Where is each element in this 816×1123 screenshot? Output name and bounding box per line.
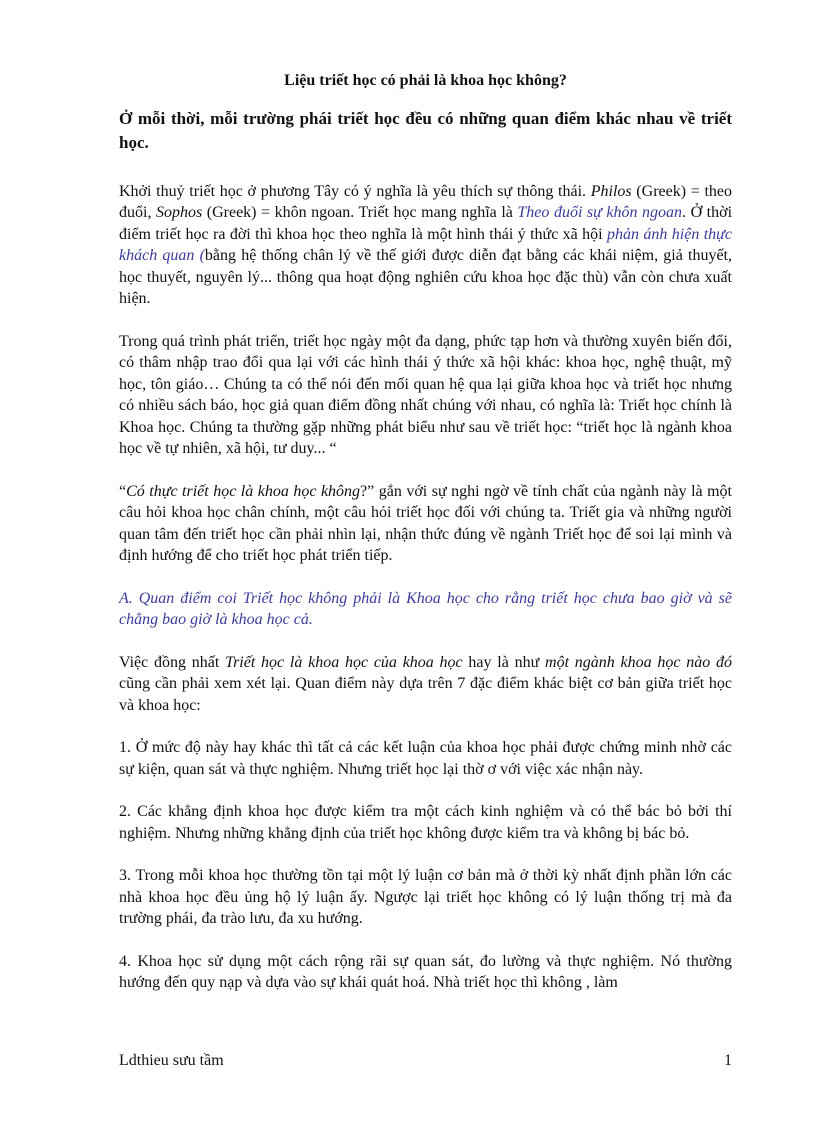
text-span: . Ở thời điểm triết học ra đời thì khoa học theo nghĩa là một hình thái ý thức xã hội: [119, 204, 733, 243]
paragraph-origin: [119, 181, 732, 310]
page-footer: [119, 1052, 732, 1070]
point-2: 2. Các khẳng định khoa học được kiểm tra một cách kinh nghiệm và có thể bác bỏ bởi thí nghiệm. Nhưng những khẳng định của triết học không được kiểm tra và không bị bác bỏ.: [119, 803, 732, 842]
link-phan-anh[interactable]: phản ánh hiện thực khách quan (: [119, 225, 732, 264]
italic-phrase-2: một ngành khoa học nào đó: [545, 653, 733, 671]
text-span: hay là như: [462, 653, 546, 671]
paragraph-development: Trong quá trình phát triển, triết học ngày một đa dạng, phức tạp hơn và thường xuyên biến đổi, có thâm nhập trao đổi qua lại với các hình thái ý thức xã hội khác: khoa học, nghệ thuật, mỹ học, tôn giáo… Chúng ta có thể nói đến mối quan hệ qua lại giữa khoa học và triết học nhưng có nhiều sách báo, học giả quan điểm đồng nhất chúng với nhau, có nghĩa là: Triết học chính là Khoa học. Chúng ta thường gặp những phát biểu như sau về triết học: “triết học là ngành khoa học về tự nhiên, xã hội, tư duy... “: [119, 332, 732, 457]
text-span: Khởi thuỷ triết học ở phương Tây có ý nghĩa là yêu thích sự thông thái.: [119, 182, 591, 200]
italic-phrase-1: Triết học là khoa học của khoa học: [225, 653, 463, 671]
point-3: 3. Trong mỗi khoa học thường tồn tại một lý luận cơ bản mà ở thời kỳ nhất định phần lớn các nhà khoa học đều ủng hộ lý luận ấy. Ngược lại triết học không có lý luận thống trị mà đa trường phái, đa trào lưu, đa xu hướng.: [119, 867, 732, 927]
paragraph-question: [119, 481, 732, 567]
philos-term: Philos: [590, 182, 632, 200]
point-1: 1. Ở mức độ này hay khác thì tất cả các kết luận của khoa học phải được chứng minh nhờ các sự kiện, quan sát và thực nghiệm. Nhưng triết học lại thờ ơ với việc xác nhận này.: [119, 739, 732, 778]
footer-credit: Ldthieu sưu tầm: [119, 1052, 224, 1069]
text-span: Việc đồng nhất: [119, 653, 226, 671]
text-span: (Greek) = theo đuổi,: [119, 182, 733, 221]
section-a-heading: A. Quan điểm coi Triết học không phải là Khoa học cho rằng triết học chưa bao giờ và sẽ chẳng bao giờ là khoa học cả.: [119, 589, 732, 628]
point-4: 4. Khoa học sử dụng một cách rộng rãi sự quan sát, đo lường và thực nghiệm. Nó thường hướng đến quy nạp và dựa vào sự khái quát hoá. Nhà triết học thì không , làm: [119, 952, 732, 991]
link-theo-duoi[interactable]: Theo đuổi sự khôn ngoan: [517, 204, 683, 221]
text-span: cũng cần phải xem xét lại. Quan điểm này dựa trên 7 đặc điểm khác biệt cơ bản giữa triết học và khoa học:: [119, 675, 732, 714]
page-number: 1: [724, 1052, 732, 1069]
text-span: “: [119, 482, 127, 500]
paragraph-identity: [119, 652, 732, 717]
text-span: bằng hệ thống chân lý về thế giới được diễn đạt bằng các khái niệm, giả thuyết, học thuyết, nguyên lý... thông qua hoạt động nghiên cứu khoa học đặc thù) vẫn còn chưa xuất hiện.: [119, 247, 733, 307]
text-span: (Greek) = khôn ngoan. Triết học mang nghĩa là: [202, 204, 518, 221]
document-body: [119, 70, 732, 1015]
text-span: ?” gắn với sự nghi ngờ về tính chất của ngành này là một câu hỏi khoa học chân chính, một câu hỏi triết học đối với chúng ta. Triết gia và những người quan tâm đến triết học cần phải nhìn lại, nhận thức đúng về ngành Triết học để soi lại mình và định hướng để cho triết học phát triển tiếp.: [119, 482, 732, 564]
sophos-term: Sophos: [155, 204, 203, 221]
question-italic: Có thực triết học là khoa học không: [126, 482, 361, 500]
subheading: Ở mỗi thời, mỗi trường phái triết học đều có những quan điểm khác nhau về triết học.: [119, 108, 732, 152]
page-title: Liệu triết học có phải là khoa học không?: [284, 72, 567, 89]
